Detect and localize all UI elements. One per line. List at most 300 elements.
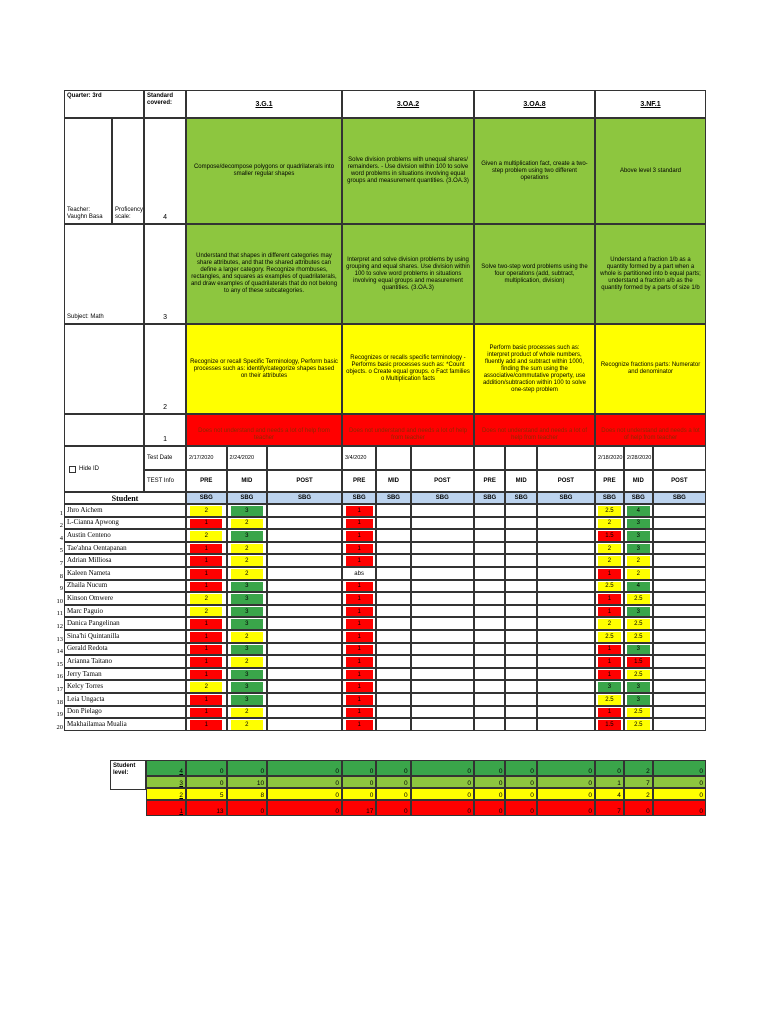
score-cell bbox=[411, 592, 474, 605]
score-cell bbox=[342, 718, 376, 731]
level3-desc-2 bbox=[474, 224, 595, 324]
score-cell bbox=[376, 617, 410, 630]
test-type-0-2 bbox=[267, 470, 342, 492]
level3-desc-3 bbox=[595, 224, 706, 324]
level2-desc-3 bbox=[595, 324, 706, 414]
level-count-text: 13 bbox=[216, 808, 224, 815]
level-count-text: 0 bbox=[498, 792, 503, 799]
score-cell bbox=[653, 617, 706, 630]
score-value: 2 bbox=[627, 556, 650, 567]
sbg-header-2-1-text: SBG bbox=[514, 494, 528, 501]
student-name-text: Makhailamaa Mualia bbox=[67, 719, 127, 728]
score-cell bbox=[186, 580, 227, 593]
score-cell bbox=[595, 693, 624, 706]
score-cell bbox=[505, 592, 536, 605]
student-num-text: 7 bbox=[59, 559, 63, 567]
score-cell bbox=[186, 517, 227, 530]
hide-id-cell bbox=[64, 446, 144, 492]
level-count-text: 7 bbox=[646, 780, 650, 787]
student-name-text: Arianna Taitano bbox=[67, 656, 113, 665]
score-cell bbox=[505, 643, 536, 656]
standard-covered-cell bbox=[144, 90, 186, 118]
score-cell bbox=[474, 680, 505, 693]
level-count bbox=[342, 788, 376, 800]
level-count bbox=[537, 776, 595, 788]
score-cell bbox=[411, 706, 474, 719]
sbg-header-2-0 bbox=[474, 492, 505, 504]
student-name-text: Sina'hi Quintanilla bbox=[67, 631, 120, 640]
score-value: 1 bbox=[346, 645, 373, 656]
level2-desc-2 bbox=[474, 324, 595, 414]
hide-id-checkbox[interactable] bbox=[69, 466, 76, 473]
student-num bbox=[50, 554, 64, 567]
hide-id-label: Hide ID bbox=[79, 465, 100, 472]
level-count-text: 0 bbox=[467, 768, 471, 775]
score-cell bbox=[186, 655, 227, 668]
score-cell bbox=[186, 592, 227, 605]
level-count-text: 0 bbox=[699, 792, 703, 799]
student-num-text: 10 bbox=[56, 597, 63, 605]
score-cell bbox=[624, 592, 653, 605]
score-cell bbox=[376, 630, 410, 643]
level-count bbox=[624, 776, 653, 788]
score-cell bbox=[653, 718, 706, 731]
student-num bbox=[50, 668, 64, 681]
score-cell bbox=[595, 617, 624, 630]
score-value: 1 bbox=[190, 695, 222, 706]
test-type-3-1-text: MID bbox=[632, 477, 644, 484]
score-cell bbox=[411, 542, 474, 555]
score-cell bbox=[267, 605, 342, 618]
test-type-2-0 bbox=[474, 470, 505, 492]
test-type-3-0-text: PRE bbox=[603, 477, 616, 484]
score-cell bbox=[376, 529, 410, 542]
student-name bbox=[64, 580, 186, 593]
level-count-label bbox=[146, 788, 186, 800]
score-value: 3 bbox=[231, 594, 263, 605]
level-count bbox=[267, 788, 342, 800]
level1-desc-0 bbox=[186, 414, 342, 446]
level1-desc-0-text: Does not understand and needs a lot of help from teacher bbox=[198, 428, 330, 441]
level-count bbox=[474, 800, 505, 816]
score-cell bbox=[186, 542, 227, 555]
student-num bbox=[50, 542, 64, 555]
level-count-text: 0 bbox=[260, 808, 265, 815]
test-type-3-0 bbox=[595, 470, 624, 492]
scale-2-label: 2 bbox=[163, 404, 167, 411]
level-count bbox=[411, 776, 474, 788]
score-cell bbox=[505, 680, 536, 693]
score-cell bbox=[624, 643, 653, 656]
score-cell bbox=[376, 718, 410, 731]
score-value: 2 bbox=[190, 506, 222, 517]
score-cell bbox=[186, 617, 227, 630]
level2-desc-0-text: Recognize or recall Specific Terminology, Perform basic processes such as: identify/categorize shapes based on their attributes bbox=[190, 358, 338, 379]
standard-code-3-text: 3.NF.1 bbox=[640, 100, 661, 108]
score-cell bbox=[653, 706, 706, 719]
student-num bbox=[50, 706, 64, 719]
level-count bbox=[411, 760, 474, 776]
score-cell bbox=[474, 668, 505, 681]
test-date-1-0-text: 3/4/2020 bbox=[345, 454, 367, 461]
score-value: 1 bbox=[190, 619, 222, 630]
student-num-text: 17 bbox=[56, 685, 63, 693]
test-date-0-1-text: 2/24/2020 bbox=[229, 454, 255, 461]
score-value: 1 bbox=[190, 544, 222, 555]
score-value: 2.5 bbox=[627, 708, 650, 719]
score-value: 1 bbox=[346, 506, 373, 517]
level-count-text: 0 bbox=[335, 768, 339, 775]
student-name-text: Kelcy Torres bbox=[67, 682, 104, 691]
score-cell bbox=[227, 529, 268, 542]
score-value: 1 bbox=[598, 670, 621, 681]
level-count bbox=[653, 760, 706, 776]
level-count bbox=[342, 760, 376, 776]
score-cell bbox=[342, 655, 376, 668]
student-num bbox=[50, 517, 64, 530]
level-count bbox=[537, 788, 595, 800]
standard-code-1 bbox=[342, 90, 474, 118]
level-count bbox=[474, 788, 505, 800]
level-count-label-text: 1 bbox=[179, 808, 183, 815]
score-cell bbox=[624, 567, 653, 580]
sbg-header-2-0-text: SBG bbox=[483, 494, 497, 501]
score-value: 1 bbox=[190, 657, 222, 668]
level-count-text: 7 bbox=[617, 808, 621, 815]
level-count bbox=[411, 788, 474, 800]
student-num bbox=[50, 718, 64, 731]
score-value: 2 bbox=[598, 544, 621, 555]
student-num-text: 5 bbox=[59, 547, 63, 555]
score-cell bbox=[227, 693, 268, 706]
level-count bbox=[186, 788, 227, 800]
level-count-text: 17 bbox=[366, 808, 374, 815]
score-value: 1 bbox=[346, 695, 373, 706]
level1-desc-2 bbox=[474, 414, 595, 446]
score-cell bbox=[595, 554, 624, 567]
level4-desc-1 bbox=[342, 118, 474, 224]
sbg-header-1-0-text: SBG bbox=[352, 494, 366, 501]
score-value: 3 bbox=[231, 619, 263, 630]
score-cell bbox=[227, 504, 268, 517]
score-value: 1 bbox=[190, 720, 222, 731]
score-value: 2 bbox=[598, 619, 621, 630]
score-value: 2.5 bbox=[627, 594, 650, 605]
sbg-header-3-2-text: SBG bbox=[672, 494, 686, 501]
student-name-text: Kaleen Nameta bbox=[67, 568, 111, 577]
score-cell bbox=[505, 605, 536, 618]
score-cell bbox=[595, 668, 624, 681]
quarter-cell bbox=[64, 90, 144, 118]
level1-desc-3-text: Does not understand and needs a lot of help from teacher bbox=[601, 428, 700, 441]
score-cell bbox=[537, 617, 595, 630]
level-count-text: 0 bbox=[219, 768, 224, 775]
score-value: 1 bbox=[190, 645, 222, 656]
level-count-text: 2 bbox=[646, 768, 650, 775]
score-cell bbox=[537, 504, 595, 517]
test-date-0-0-text: 2/17/2020 bbox=[189, 454, 214, 461]
score-cell bbox=[342, 630, 376, 643]
score-cell bbox=[227, 630, 268, 643]
score-cell bbox=[186, 554, 227, 567]
score-cell bbox=[186, 630, 227, 643]
level-count-label-text: 2 bbox=[179, 792, 183, 799]
student-name bbox=[64, 680, 186, 693]
level1-desc-1-text: Does not understand and needs a lot of help from teacher bbox=[348, 428, 468, 441]
score-cell bbox=[505, 542, 536, 555]
score-value: 1 bbox=[598, 594, 621, 605]
test-date-label: Test Date bbox=[147, 454, 173, 461]
score-cell bbox=[411, 693, 474, 706]
left-blank-level2 bbox=[64, 324, 144, 414]
level-count bbox=[537, 800, 595, 816]
subject-label: Subject: Math bbox=[67, 314, 104, 320]
scale-4-label: 4 bbox=[163, 214, 167, 221]
score-cell bbox=[624, 554, 653, 567]
student-name bbox=[64, 504, 186, 517]
score-cell bbox=[267, 580, 342, 593]
scale-1-cell bbox=[144, 414, 186, 446]
level-count bbox=[624, 760, 653, 776]
test-type-1-1 bbox=[376, 470, 410, 492]
score-cell bbox=[595, 517, 624, 530]
level-count-text: 1 bbox=[617, 780, 621, 787]
level-count-label bbox=[146, 776, 186, 788]
test-type-0-0-text: PRE bbox=[200, 477, 213, 484]
student-name-text: Danica Pangelinan bbox=[67, 619, 120, 628]
score-value: 3 bbox=[231, 506, 263, 517]
score-value: 2.5 bbox=[598, 695, 621, 706]
level-count-text: 8 bbox=[260, 792, 265, 799]
student-num bbox=[50, 655, 64, 668]
score-cell bbox=[537, 605, 595, 618]
level-count bbox=[653, 776, 706, 788]
score-value: 4 bbox=[627, 506, 650, 517]
score-cell bbox=[653, 630, 706, 643]
level-count bbox=[595, 800, 624, 816]
test-type-3-2 bbox=[653, 470, 706, 492]
score-cell bbox=[595, 504, 624, 517]
score-cell bbox=[595, 718, 624, 731]
test-date-0-1 bbox=[227, 446, 268, 470]
subject-cell bbox=[64, 224, 144, 324]
score-cell bbox=[227, 718, 268, 731]
student-num bbox=[50, 693, 64, 706]
score-cell bbox=[624, 668, 653, 681]
score-cell bbox=[624, 580, 653, 593]
level-count-label-text: 3 bbox=[179, 780, 183, 787]
score-value: 1 bbox=[346, 544, 373, 555]
student-name bbox=[64, 517, 186, 530]
student-num-text: 13 bbox=[56, 635, 63, 643]
score-value: 1 bbox=[190, 582, 222, 593]
score-value: 1 bbox=[598, 657, 621, 668]
score-cell bbox=[376, 605, 410, 618]
level-count bbox=[267, 760, 342, 776]
score-cell bbox=[227, 643, 268, 656]
score-value: 3 bbox=[598, 682, 621, 693]
score-cell bbox=[376, 655, 410, 668]
score-value: 1.5 bbox=[598, 720, 621, 731]
score-cell bbox=[267, 504, 342, 517]
standard-code-2-text: 3.OA.8 bbox=[523, 100, 546, 108]
sbg-header-2-1 bbox=[505, 492, 536, 504]
score-value: 3 bbox=[231, 695, 263, 706]
score-cell bbox=[624, 504, 653, 517]
level-count bbox=[474, 760, 505, 776]
level-count bbox=[505, 788, 536, 800]
score-cell bbox=[537, 580, 595, 593]
level-count bbox=[227, 788, 268, 800]
score-cell bbox=[624, 617, 653, 630]
student-name-text: Leia Ungacta bbox=[67, 694, 105, 703]
sbg-header-1-0 bbox=[342, 492, 376, 504]
sbg-header-0-0-text: SBG bbox=[199, 494, 213, 501]
standard-code-3 bbox=[595, 90, 706, 118]
level-count-text: 0 bbox=[498, 768, 503, 775]
student-num bbox=[50, 504, 64, 517]
score-cell bbox=[505, 706, 536, 719]
level-count-text: 0 bbox=[369, 792, 374, 799]
score-cell bbox=[624, 718, 653, 731]
student-name-text: Don Pielago bbox=[67, 707, 102, 716]
test-date-1-0 bbox=[342, 446, 376, 470]
scale-4-cell bbox=[144, 118, 186, 224]
level-count-text: 0 bbox=[498, 780, 503, 787]
score-value: 3 bbox=[231, 531, 263, 542]
level-count-text: 0 bbox=[530, 808, 534, 815]
score-value: 1 bbox=[346, 531, 373, 542]
student-name-text: Jerry Taman bbox=[67, 669, 102, 678]
score-value: 2 bbox=[231, 556, 263, 567]
level3-desc-3-text: Understand a fraction 1/b as a quantity formed by a part when a whole is partitioned into b equal parts; understand a fraction a/b as the quantity formed by a parts of size 1/b bbox=[600, 256, 701, 291]
score-value: 3 bbox=[627, 531, 650, 542]
teacher-label: Teacher: Vaughn Basa bbox=[67, 207, 103, 220]
test-type-1-2 bbox=[411, 470, 474, 492]
level-count bbox=[411, 800, 474, 816]
score-cell bbox=[474, 580, 505, 593]
score-cell bbox=[411, 630, 474, 643]
score-value: 1.5 bbox=[598, 531, 621, 542]
score-cell bbox=[653, 517, 706, 530]
level4-desc-1-text: Solve division problems with unequal shares/ remainders. - Use division within 100 to solve word problems in situations involving equal groups and measurement quantities. (3.OA.3) bbox=[347, 157, 469, 184]
score-cell bbox=[537, 655, 595, 668]
score-value: 1 bbox=[346, 670, 373, 681]
sbg-header-1-1-text: SBG bbox=[386, 494, 400, 501]
score-value: 1 bbox=[346, 708, 373, 719]
sbg-header-2-2 bbox=[537, 492, 595, 504]
score-cell bbox=[474, 504, 505, 517]
student-name bbox=[64, 693, 186, 706]
score-cell bbox=[411, 504, 474, 517]
score-cell bbox=[267, 517, 342, 530]
sbg-header-3-1-text: SBG bbox=[631, 494, 645, 501]
score-cell bbox=[411, 554, 474, 567]
level-count bbox=[624, 788, 653, 800]
level-count-text: 0 bbox=[404, 768, 408, 775]
score-value: 1 bbox=[346, 619, 373, 630]
score-value: 2.5 bbox=[627, 720, 650, 731]
score-value: 1 bbox=[346, 720, 373, 731]
student-name-text: Gerald Redota bbox=[67, 644, 108, 653]
score-value: 1 bbox=[346, 556, 373, 567]
score-cell bbox=[505, 554, 536, 567]
score-cell bbox=[474, 529, 505, 542]
level-count-text: 0 bbox=[467, 780, 471, 787]
score-cell bbox=[376, 706, 410, 719]
score-cell bbox=[505, 630, 536, 643]
level-count-text: 0 bbox=[219, 780, 224, 787]
score-value: abs bbox=[354, 570, 364, 577]
score-value: 1 bbox=[346, 607, 373, 618]
student-name-text: Jhro Aichem bbox=[67, 505, 103, 514]
score-cell bbox=[595, 655, 624, 668]
score-cell bbox=[186, 680, 227, 693]
student-level-cell bbox=[110, 760, 146, 790]
student-num-text: 19 bbox=[56, 711, 63, 719]
score-value: 2 bbox=[231, 720, 263, 731]
level-count-text: 0 bbox=[369, 768, 374, 775]
test-type-0-1 bbox=[227, 470, 268, 492]
level-count-text: 0 bbox=[699, 780, 703, 787]
score-value: 1 bbox=[598, 569, 621, 580]
score-cell bbox=[595, 630, 624, 643]
score-value: 2.5 bbox=[598, 506, 621, 517]
score-cell bbox=[505, 693, 536, 706]
sbg-header-3-1 bbox=[624, 492, 653, 504]
score-cell bbox=[537, 542, 595, 555]
level-count-text: 0 bbox=[588, 780, 592, 787]
score-cell bbox=[595, 680, 624, 693]
level-count bbox=[537, 760, 595, 776]
score-value: 2 bbox=[231, 632, 263, 643]
level2-desc-1-text: Recognizes or recalls specific terminology - Performs basic processes such as: *Count objects. o Create equal groups. o Fact families o Multiplication facts bbox=[346, 355, 470, 382]
student-num bbox=[50, 567, 64, 580]
score-cell bbox=[342, 617, 376, 630]
level-count bbox=[267, 800, 342, 816]
score-value: 3 bbox=[627, 695, 650, 706]
student-name bbox=[64, 655, 186, 668]
score-cell bbox=[411, 567, 474, 580]
score-cell bbox=[267, 680, 342, 693]
level-count bbox=[342, 776, 376, 788]
score-cell bbox=[267, 630, 342, 643]
score-cell bbox=[186, 668, 227, 681]
score-cell bbox=[227, 542, 268, 555]
score-cell bbox=[474, 630, 505, 643]
score-cell bbox=[376, 580, 410, 593]
score-cell bbox=[267, 668, 342, 681]
score-cell bbox=[227, 580, 268, 593]
score-cell bbox=[474, 655, 505, 668]
student-name bbox=[64, 617, 186, 630]
score-cell bbox=[537, 567, 595, 580]
score-cell bbox=[227, 567, 268, 580]
scale-3-cell bbox=[144, 224, 186, 324]
score-value: 1 bbox=[190, 632, 222, 643]
score-value: 3 bbox=[231, 645, 263, 656]
score-value: 3 bbox=[627, 607, 650, 618]
student-num bbox=[50, 605, 64, 618]
score-cell bbox=[474, 567, 505, 580]
score-value: 2 bbox=[231, 708, 263, 719]
score-value: 2 bbox=[598, 519, 621, 530]
score-cell bbox=[595, 542, 624, 555]
level-count-text: 0 bbox=[335, 792, 339, 799]
level-count-text: 0 bbox=[588, 768, 592, 775]
score-cell bbox=[267, 529, 342, 542]
score-cell bbox=[653, 693, 706, 706]
